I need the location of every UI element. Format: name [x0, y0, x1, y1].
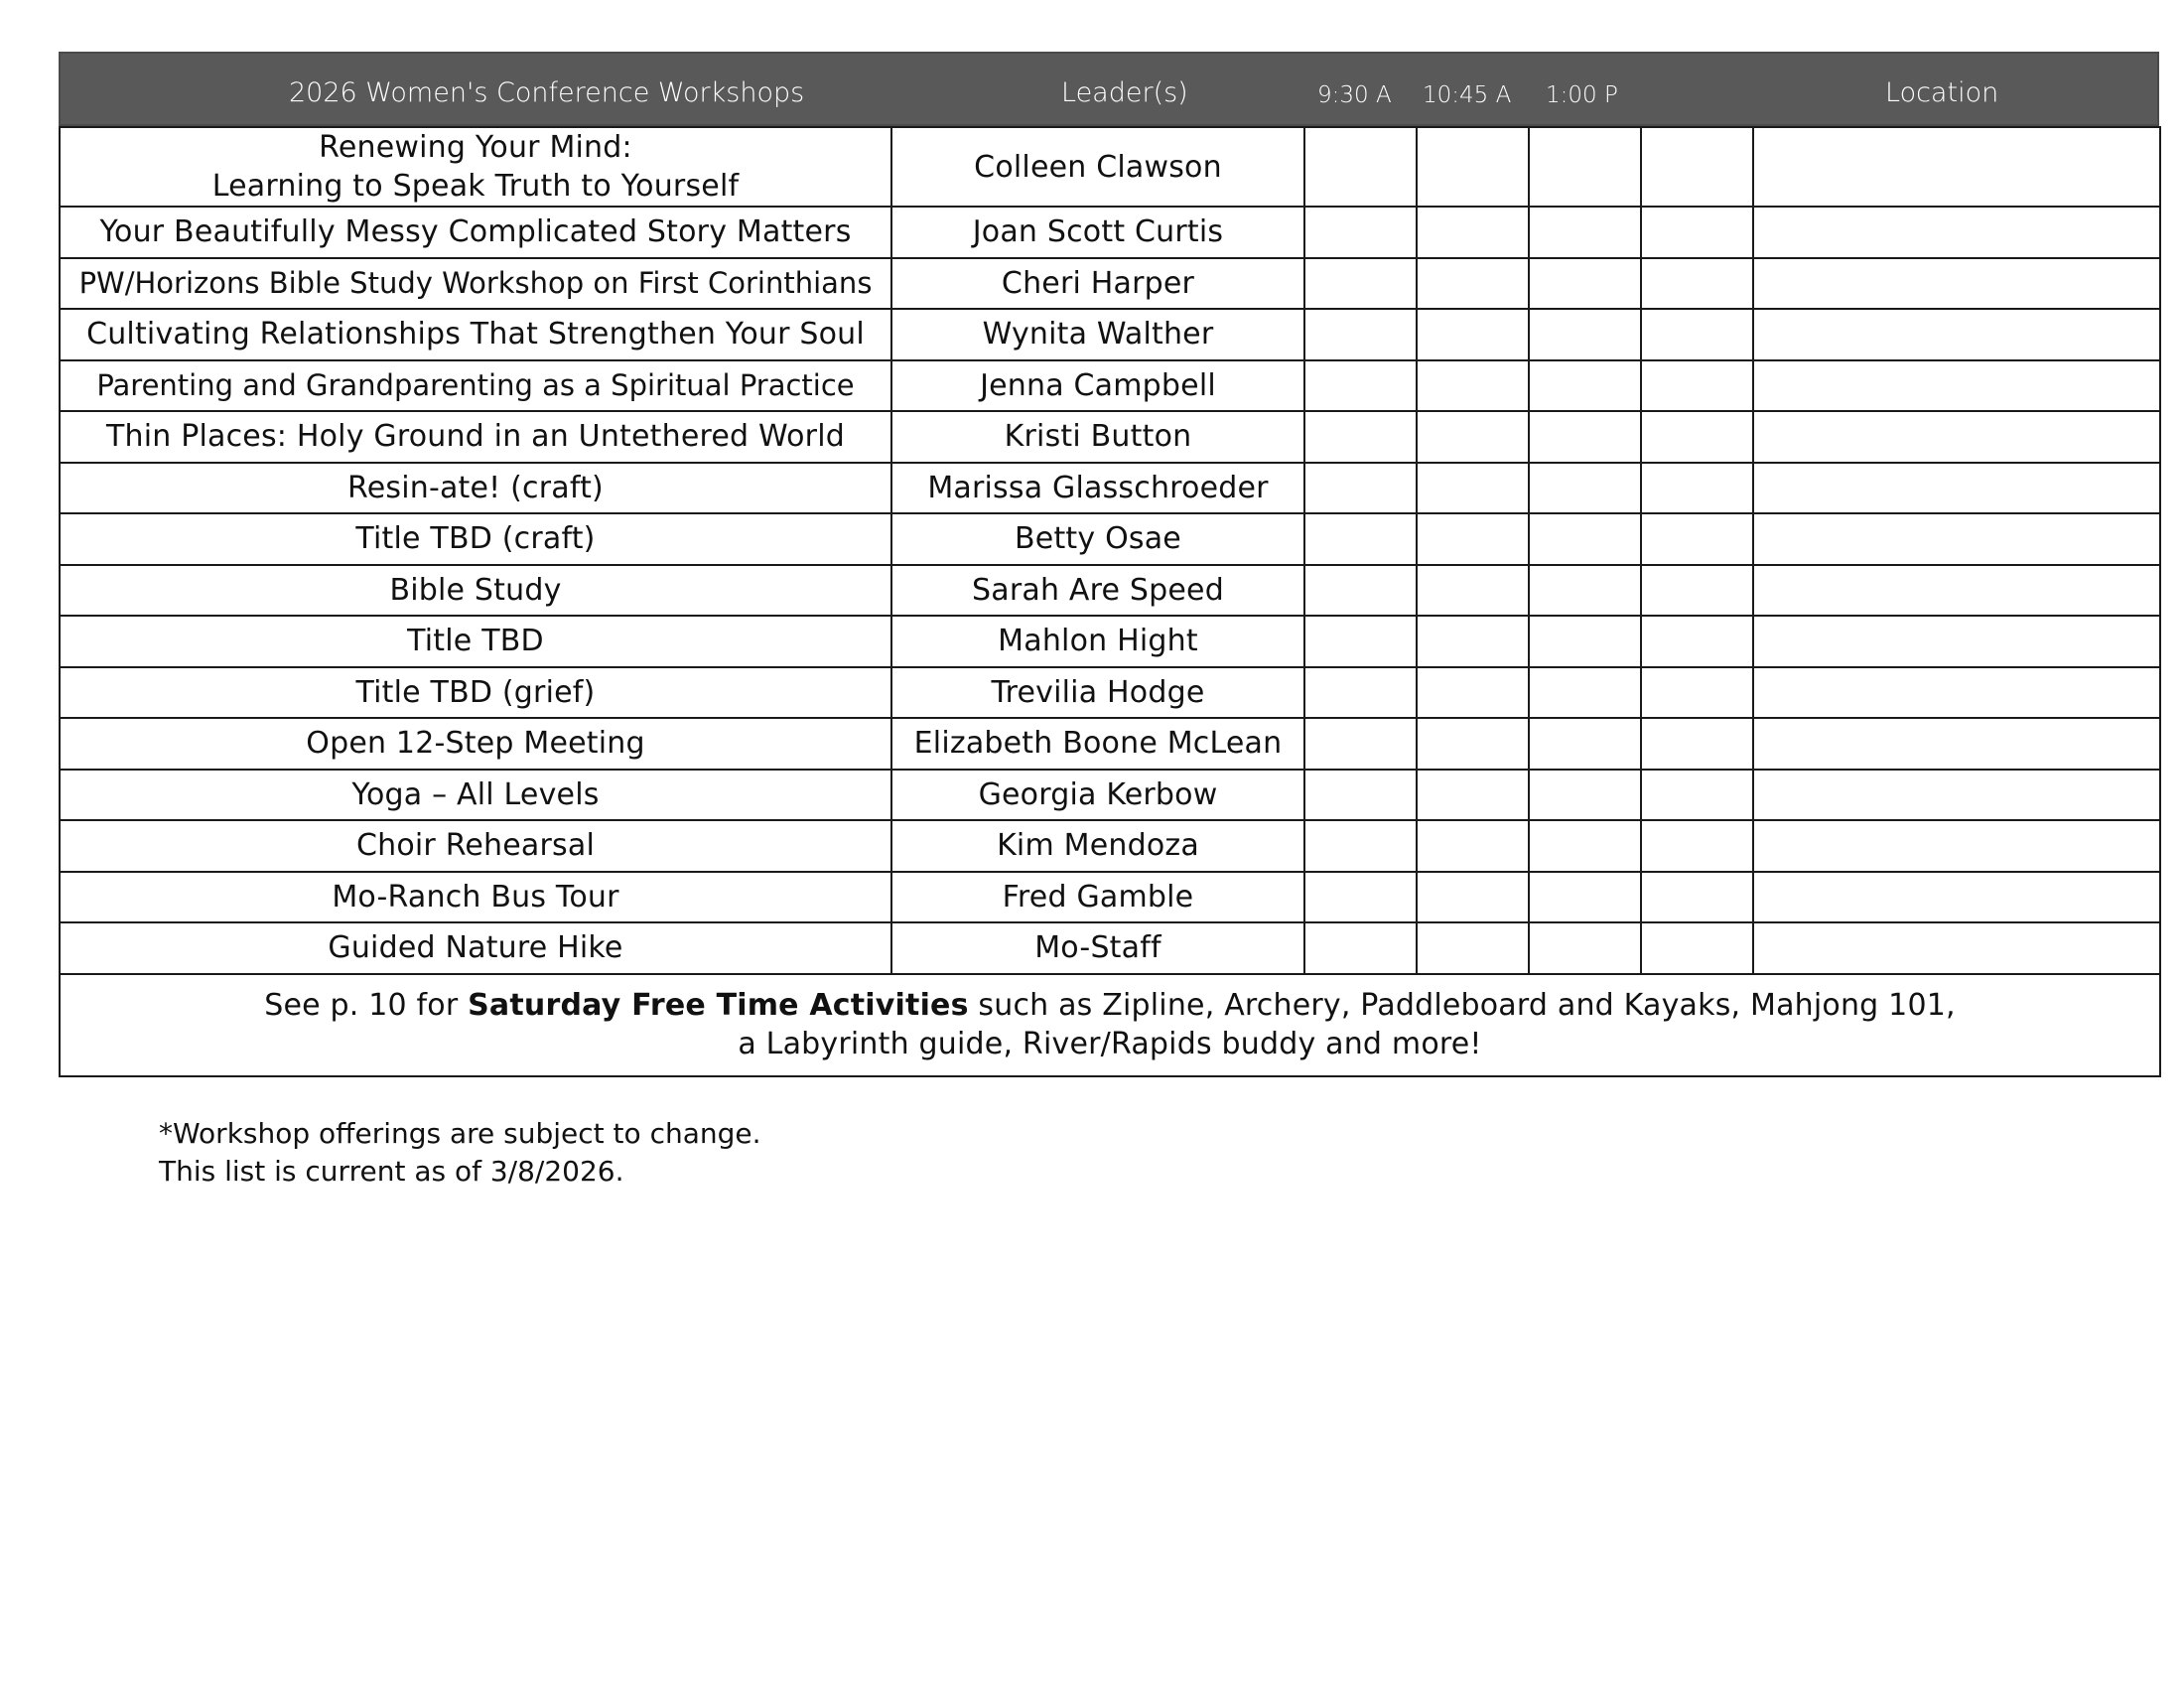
- workshop-leader: Jenna Campbell: [891, 360, 1304, 412]
- header-time-100: 1:00 P: [1546, 82, 1618, 108]
- header-leader: Leader(s): [1061, 77, 1188, 108]
- workshop-title: Mo-Ranch Bus Tour: [60, 872, 891, 923]
- time-1045-cell: [1417, 565, 1529, 617]
- time-930-cell: [1304, 718, 1417, 770]
- workshop-leader: Joan Scott Curtis: [891, 207, 1304, 258]
- table-row: [60, 463, 2160, 514]
- extra-time-cell: [1641, 872, 1753, 923]
- workshop-title: Guided Nature Hike: [60, 922, 891, 974]
- free-time-note-line2: a Labyrinth guide, River/Rapids buddy and more!: [738, 1027, 1482, 1061]
- time-100-cell: [1529, 770, 1641, 821]
- time-1045-cell: [1417, 922, 1529, 974]
- extra-time-cell: [1641, 258, 1753, 310]
- time-100-cell: [1529, 207, 1641, 258]
- workshop-title: Cultivating Relationships That Strengthen Your Soul: [60, 309, 891, 360]
- workshop-title: Bible Study: [60, 565, 891, 617]
- time-1045-cell: [1417, 513, 1529, 565]
- time-930-cell: [1304, 770, 1417, 821]
- time-100-cell: [1529, 411, 1641, 463]
- location-cell: [1753, 309, 2160, 360]
- extra-time-cell: [1641, 820, 1753, 872]
- table-row: [60, 667, 2160, 719]
- table-row: [60, 616, 2160, 667]
- time-100-cell: [1529, 258, 1641, 310]
- extra-time-cell: [1641, 207, 1753, 258]
- workshop-title: Thin Places: Holy Ground in an Untethered World: [60, 411, 891, 463]
- time-100-cell: [1529, 820, 1641, 872]
- extra-time-cell: [1641, 513, 1753, 565]
- workshop-leader: Mo-Staff: [891, 922, 1304, 974]
- header-location: Location: [1885, 77, 1999, 108]
- location-cell: [1753, 770, 2160, 821]
- location-cell: [1753, 411, 2160, 463]
- table-row: [60, 872, 2160, 923]
- extra-time-cell: [1641, 718, 1753, 770]
- table-row: [60, 820, 2160, 872]
- workshop-table: [59, 126, 2161, 1077]
- time-1045-cell: [1417, 667, 1529, 719]
- table-row: [60, 770, 2160, 821]
- workshop-leader: Kim Mendoza: [891, 820, 1304, 872]
- footer-note: [159, 1115, 761, 1191]
- workshop-title-line1: Renewing Your Mind:: [319, 130, 632, 165]
- workshop-leader: Mahlon Hight: [891, 616, 1304, 667]
- workshop-leader: Sarah Are Speed: [891, 565, 1304, 617]
- time-100-cell: [1529, 463, 1641, 514]
- workshop-title: Title TBD: [60, 616, 891, 667]
- table-row: [60, 309, 2160, 360]
- location-cell: [1753, 820, 2160, 872]
- time-1045-cell: [1417, 718, 1529, 770]
- workshop-title: Choir Rehearsal: [60, 820, 891, 872]
- location-cell: [1753, 718, 2160, 770]
- table-row: [60, 207, 2160, 258]
- extra-time-cell: [1641, 309, 1753, 360]
- time-930-cell: [1304, 513, 1417, 565]
- workshop-leader: Kristi Button: [891, 411, 1304, 463]
- free-time-note-row: [60, 974, 2160, 1076]
- free-time-note-line1: [61, 986, 2159, 1025]
- table-row: [60, 565, 2160, 617]
- location-cell: [1753, 360, 2160, 412]
- workshop-title: Title TBD (grief): [60, 667, 891, 719]
- time-930-cell: [1304, 616, 1417, 667]
- time-1045-cell: [1417, 820, 1529, 872]
- table-row: [60, 513, 2160, 565]
- time-930-cell: [1304, 258, 1417, 310]
- time-930-cell: [1304, 411, 1417, 463]
- workshop-title: Parenting and Grandparenting as a Spiritual Practice: [60, 360, 891, 412]
- time-100-cell: [1529, 872, 1641, 923]
- time-100-cell: [1529, 616, 1641, 667]
- time-1045-cell: [1417, 127, 1529, 207]
- extra-time-cell: [1641, 411, 1753, 463]
- free-time-note: [60, 974, 2160, 1076]
- table-row: [60, 922, 2160, 974]
- table-row: [60, 718, 2160, 770]
- time-930-cell: [1304, 360, 1417, 412]
- time-1045-cell: [1417, 770, 1529, 821]
- extra-time-cell: [1641, 667, 1753, 719]
- time-930-cell: [1304, 922, 1417, 974]
- location-cell: [1753, 616, 2160, 667]
- time-100-cell: [1529, 922, 1641, 974]
- time-930-cell: [1304, 872, 1417, 923]
- workshop-title-line2: Learning to Speak Truth to Yourself: [211, 169, 740, 204]
- time-930-cell: [1304, 820, 1417, 872]
- workshop-title: Resin-ate! (craft): [60, 463, 891, 514]
- location-cell: [1753, 922, 2160, 974]
- note-prefix: See p. 10 for: [264, 988, 469, 1023]
- time-1045-cell: [1417, 309, 1529, 360]
- note-suffix: such as Zipline, Archery, Paddleboard and Kayaks, Mahjong 101,: [968, 988, 1956, 1023]
- time-930-cell: [1304, 309, 1417, 360]
- header-title: 2026 Women's Conference Workshops: [289, 77, 805, 108]
- location-cell: [1753, 513, 2160, 565]
- time-930-cell: [1304, 127, 1417, 207]
- workshop-leader: Wynita Walther: [891, 309, 1304, 360]
- location-cell: [1753, 872, 2160, 923]
- time-100-cell: [1529, 309, 1641, 360]
- extra-time-cell: [1641, 770, 1753, 821]
- extra-time-cell: [1641, 565, 1753, 617]
- location-cell: [1753, 667, 2160, 719]
- time-100-cell: [1529, 513, 1641, 565]
- extra-time-cell: [1641, 922, 1753, 974]
- footer-line2: This list is current as of 3/8/2026.: [159, 1155, 624, 1188]
- workshop-leader: Elizabeth Boone McLean: [891, 718, 1304, 770]
- extra-time-cell: [1641, 127, 1753, 207]
- table-row: [60, 360, 2160, 412]
- note-bold-activities: Saturday Free Time Activities: [468, 988, 969, 1023]
- location-cell: [1753, 565, 2160, 617]
- location-cell: [1753, 258, 2160, 310]
- time-1045-cell: [1417, 360, 1529, 412]
- workshop-title: Your Beautifully Messy Complicated Story Matters: [60, 207, 891, 258]
- workshop-title: Open 12-Step Meeting: [60, 718, 891, 770]
- workshop-title: Title TBD (craft): [60, 513, 891, 565]
- time-100-cell: [1529, 127, 1641, 207]
- time-1045-cell: [1417, 872, 1529, 923]
- header-time-1045: 10:45 A: [1423, 82, 1512, 108]
- workshop-schedule: [59, 52, 2159, 1077]
- footer-line1: *Workshop offerings are subject to change.: [159, 1117, 761, 1150]
- time-930-cell: [1304, 207, 1417, 258]
- workshop-leader: Trevilia Hodge: [891, 667, 1304, 719]
- time-1045-cell: [1417, 411, 1529, 463]
- time-930-cell: [1304, 463, 1417, 514]
- table-header: [59, 52, 2159, 126]
- time-100-cell: [1529, 565, 1641, 617]
- extra-time-cell: [1641, 360, 1753, 412]
- extra-time-cell: [1641, 616, 1753, 667]
- time-100-cell: [1529, 360, 1641, 412]
- time-930-cell: [1304, 667, 1417, 719]
- workshop-leader: Betty Osae: [891, 513, 1304, 565]
- workshop-leader: Colleen Clawson: [891, 127, 1304, 207]
- workshop-leader: Fred Gamble: [891, 872, 1304, 923]
- workshop-leader: Georgia Kerbow: [891, 770, 1304, 821]
- table-row: [60, 258, 2160, 310]
- location-cell: [1753, 207, 2160, 258]
- workshop-title: PW/Horizons Bible Study Workshop on First Corinthians: [60, 258, 891, 310]
- workshop-title: Yoga – All Levels: [60, 770, 891, 821]
- header-time-930: 9:30 A: [1317, 82, 1392, 108]
- workshop-leader: Cheri Harper: [891, 258, 1304, 310]
- table-row: [60, 127, 2160, 207]
- time-1045-cell: [1417, 463, 1529, 514]
- time-1045-cell: [1417, 616, 1529, 667]
- time-1045-cell: [1417, 207, 1529, 258]
- location-cell: [1753, 463, 2160, 514]
- workshop-leader: Marissa Glasschroeder: [891, 463, 1304, 514]
- time-930-cell: [1304, 565, 1417, 617]
- table-row: [60, 411, 2160, 463]
- time-100-cell: [1529, 718, 1641, 770]
- extra-time-cell: [1641, 463, 1753, 514]
- time-100-cell: [1529, 667, 1641, 719]
- location-cell: [1753, 127, 2160, 207]
- workshop-title: [60, 127, 891, 207]
- time-1045-cell: [1417, 258, 1529, 310]
